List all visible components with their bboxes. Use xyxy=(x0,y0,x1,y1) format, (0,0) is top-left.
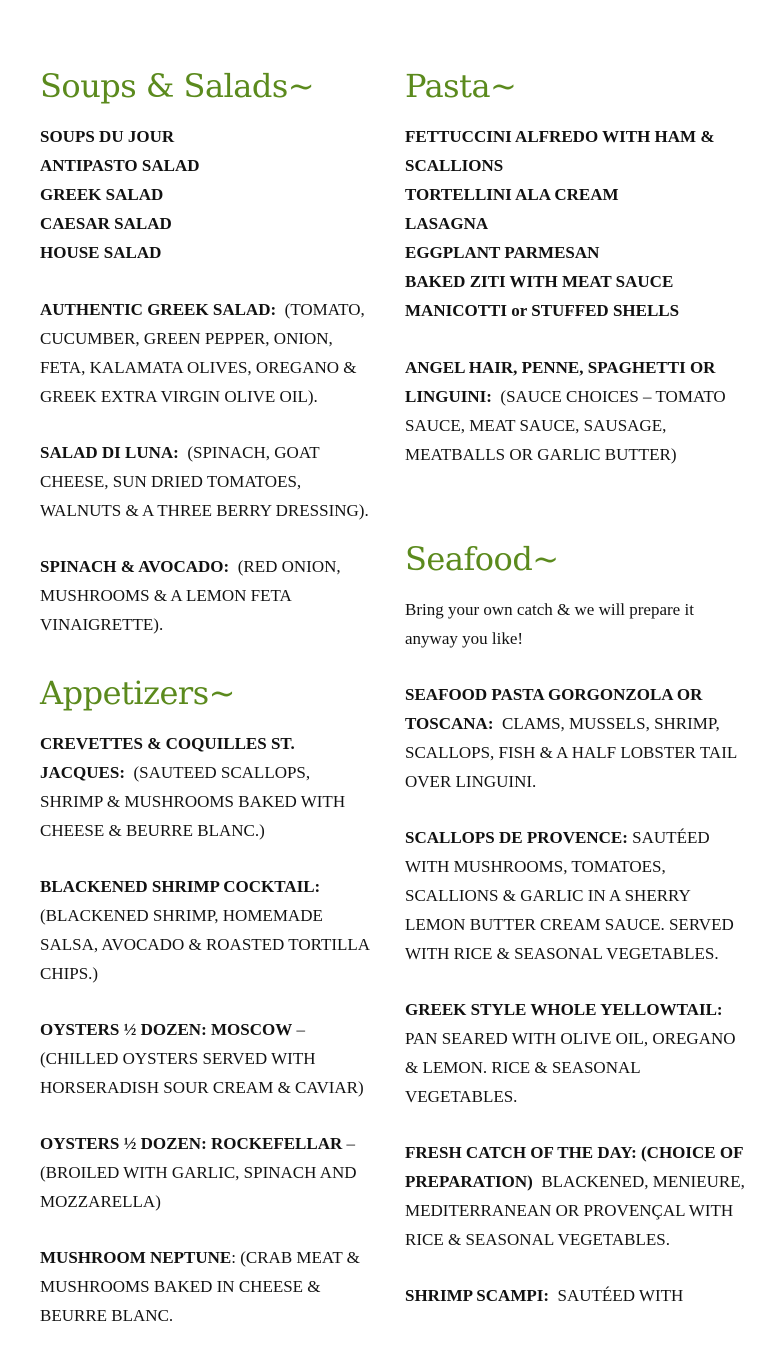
entry-name: CREVETTES & COQUILLES ST. JACQUES: xyxy=(40,734,295,782)
entry-name: SPINACH & AVOCADO: xyxy=(40,557,230,576)
menu-entry xyxy=(40,1129,370,1216)
entry-description: (SAUTEED SCALLOPS, SHRIMP & MUSHROOMS BAKED WITH CHEESE & BEURRE BLANC.) xyxy=(40,763,346,840)
entry-name: SALAD DI LUNA: xyxy=(40,443,179,462)
menu-entry xyxy=(40,295,370,411)
menu-entry xyxy=(40,1243,370,1330)
seafood-intro: Bring your own catch & we will prepare it anyway you like! xyxy=(405,600,694,648)
menu-item: TORTELLINI ALA CREAM xyxy=(405,185,619,204)
entry-description: (BLACKENED SHRIMP, HOMEMADE SALSA, AVOCADO & ROASTED TORTILLA CHIPS.) xyxy=(40,906,370,983)
entry-name: OYSTERS ½ DOZEN: MOSCOW xyxy=(40,1020,293,1039)
entry-description: SAUTÉED WITH xyxy=(557,1286,684,1305)
entry-name: OYSTERS ½ DOZEN: ROCKEFELLAR xyxy=(40,1134,343,1153)
menu-item: SOUPS DU JOUR xyxy=(40,127,175,146)
menu-entry xyxy=(40,729,370,845)
menu-entry xyxy=(405,1281,745,1310)
appetizers-heading: Appetizers~ xyxy=(40,674,235,712)
entry-name: GREEK STYLE WHOLE YELLOWTAIL: xyxy=(405,1000,723,1019)
entry-name: FRESH CATCH OF THE DAY: (CHOICE OF PREPARATION) xyxy=(405,1143,743,1191)
entry-description: (RED ONION, MUSHROOMS & A LEMON FETA VINAIGRETTE). xyxy=(40,557,341,634)
menu-item: BAKED ZITI WITH MEAT SAUCE xyxy=(405,272,674,291)
entry-name: SEAFOOD PASTA GORGONZOLA OR TOSCANA: xyxy=(405,685,703,733)
seafood-heading: Seafood~ xyxy=(405,540,559,578)
menu-entry xyxy=(40,1015,370,1102)
entry-description: – (BROILED WITH GARLIC, SPINACH AND MOZZARELLA) xyxy=(40,1134,357,1211)
right-column xyxy=(405,64,745,1337)
pasta-heading: Pasta~ xyxy=(405,67,517,105)
left-column xyxy=(40,64,370,1357)
menu-item: CAESAR SALAD xyxy=(40,214,172,233)
entry-description: SAUTÉED WITH MUSHROOMS, TOMATOES, SCALLIONS & GARLIC IN A SHERRY LEMON BUTTER CREAM SAUCE. SERVED WITH RICE & SEASONAL VEGETABLES. xyxy=(405,828,734,963)
menu-entry xyxy=(405,680,745,796)
menu-entry xyxy=(40,552,370,639)
entry-description: – (CHILLED OYSTERS SERVED WITH HORSERADISH SOUR CREAM & CAVIAR) xyxy=(40,1020,364,1097)
menu-entry xyxy=(405,353,745,469)
menu-item: ANTIPASTO SALAD xyxy=(40,156,200,175)
entry-name: ANGEL HAIR, PENNE, SPAGHETTI OR LINGUINI: xyxy=(405,358,716,406)
soups-salads-list xyxy=(40,122,370,267)
menu-entry xyxy=(40,438,370,525)
entry-name: SHRIMP SCAMPI: xyxy=(405,1286,550,1305)
menu-entry xyxy=(405,1138,745,1254)
entry-name: MUSHROOM NEPTUNE xyxy=(40,1248,232,1267)
entry-description: CLAMS, MUSSELS, SHRIMP, SCALLOPS, FISH & A HALF LOBSTER TAIL OVER LINGUINI. xyxy=(405,714,737,791)
entry-description: (TOMATO, CUCUMBER, GREEN PEPPER, ONION, FETA, KALAMATA OLIVES, OREGANO & GREEK EXTRA VIRGIN OLIVE OIL). xyxy=(40,300,365,406)
entry-description: (SPINACH, GOAT CHEESE, SUN DRIED TOMATOES, WALNUTS & A THREE BERRY DRESSING). xyxy=(40,443,369,520)
menu-entry xyxy=(405,995,745,1111)
menu-item: HOUSE SALAD xyxy=(40,243,162,262)
menu-item: MANICOTTI or STUFFED SHELLS xyxy=(405,301,680,320)
entry-name: AUTHENTIC GREEK SALAD: xyxy=(40,300,277,319)
menu-entry xyxy=(405,823,745,968)
menu-item: LASAGNA xyxy=(405,214,489,233)
entry-name: BLACKENED SHRIMP COCKTAIL: xyxy=(40,877,321,896)
entry-description: : (CRAB MEAT & MUSHROOMS BAKED IN CHEESE & BEURRE BLANC. xyxy=(40,1248,360,1325)
menu-item: FETTUCCINI ALFREDO WITH HAM & SCALLIONS xyxy=(405,127,715,175)
menu-entry xyxy=(40,872,370,988)
menu-item: EGGPLANT PARMESAN xyxy=(405,243,600,262)
soups-salads-heading: Soups & Salads~ xyxy=(40,67,315,105)
pasta-list xyxy=(405,122,745,325)
entry-description: BLACKENED, MENIEURE, MEDITERRANEAN OR PROVENÇAL WITH RICE & SEASONAL VEGETABLES. xyxy=(405,1172,745,1249)
entry-description: PAN SEARED WITH OLIVE OIL, OREGANO & LEMON. RICE & SEASONAL VEGETABLES. xyxy=(405,1029,736,1106)
entry-description: (SAUCE CHOICES – TOMATO SAUCE, MEAT SAUCE, SAUSAGE, MEATBALLS OR GARLIC BUTTER) xyxy=(405,387,726,464)
menu-item: GREEK SALAD xyxy=(40,185,164,204)
entry-name: SCALLOPS DE PROVENCE: xyxy=(405,828,628,847)
